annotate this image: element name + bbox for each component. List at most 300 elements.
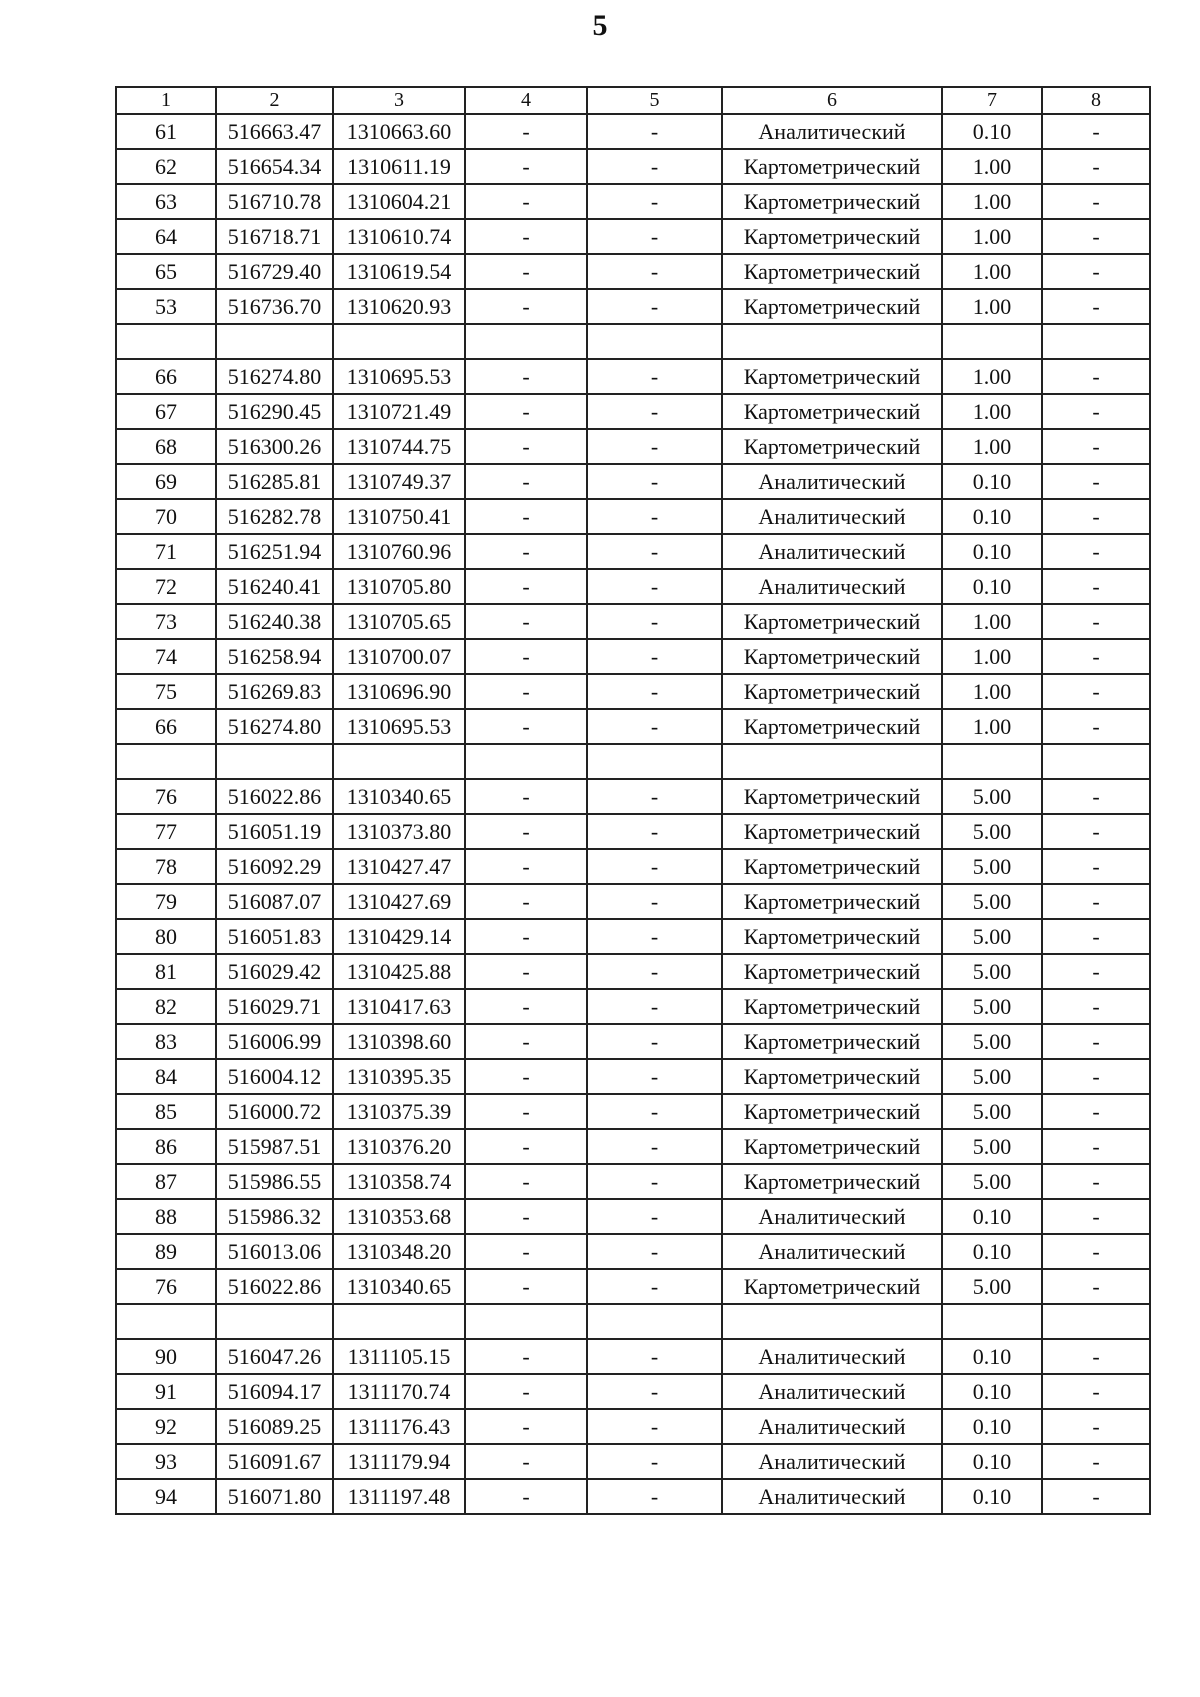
cell-col-4: - (465, 429, 587, 464)
cell-point-number: 85 (116, 1094, 216, 1129)
cell-coord-x: 516718.71 (216, 219, 333, 254)
cell-method: Картометрический (722, 184, 942, 219)
cell-coord-y: 1310425.88 (333, 954, 465, 989)
cell-accuracy: 5.00 (942, 954, 1042, 989)
cell-col-4: - (465, 254, 587, 289)
cell-accuracy: 5.00 (942, 989, 1042, 1024)
cell-coord-y: 1310373.80 (333, 814, 465, 849)
cell-accuracy: 1.00 (942, 359, 1042, 394)
cell-col-4: - (465, 569, 587, 604)
cell-coord-y: 1310721.49 (333, 394, 465, 429)
cell-accuracy: 0.10 (942, 534, 1042, 569)
cell-accuracy: 0.10 (942, 1479, 1042, 1514)
cell-col-8 (1042, 1304, 1150, 1339)
cell-accuracy: 5.00 (942, 1024, 1042, 1059)
table-row (116, 1444, 1150, 1479)
table-row (116, 324, 1150, 359)
cell-coord-y: 1310695.53 (333, 709, 465, 744)
cell-col-4 (465, 744, 587, 779)
cell-col-5: - (587, 1094, 722, 1129)
cell-col-4: - (465, 989, 587, 1024)
cell-col-8 (1042, 324, 1150, 359)
cell-accuracy (942, 1304, 1042, 1339)
cell-point-number: 80 (116, 919, 216, 954)
cell-accuracy (942, 744, 1042, 779)
cell-col-5: - (587, 359, 722, 394)
table-row (116, 674, 1150, 709)
cell-coord-x: 516258.94 (216, 639, 333, 674)
cell-col-5: - (587, 779, 722, 814)
header-cell-5: 5 (587, 87, 722, 114)
cell-col-5: - (587, 1024, 722, 1059)
cell-coord-x: 516663.47 (216, 114, 333, 149)
cell-method: Картометрический (722, 149, 942, 184)
header-cell-8: 8 (1042, 87, 1150, 114)
cell-col-4: - (465, 359, 587, 394)
cell-col-4: - (465, 1479, 587, 1514)
cell-col-4: - (465, 919, 587, 954)
cell-accuracy: 1.00 (942, 254, 1042, 289)
cell-col-5: - (587, 1269, 722, 1304)
table-row (116, 289, 1150, 324)
cell-coord-y: 1310705.80 (333, 569, 465, 604)
cell-method: Картометрический (722, 849, 942, 884)
cell-method: Аналитический (722, 1374, 942, 1409)
cell-coord-y: 1310611.19 (333, 149, 465, 184)
cell-accuracy (942, 324, 1042, 359)
cell-col-8: - (1042, 1164, 1150, 1199)
cell-accuracy: 5.00 (942, 1129, 1042, 1164)
cell-col-4: - (465, 639, 587, 674)
cell-col-5: - (587, 989, 722, 1024)
cell-col-4: - (465, 954, 587, 989)
cell-col-5 (587, 324, 722, 359)
cell-col-5: - (587, 1444, 722, 1479)
cell-method (722, 744, 942, 779)
table-row (116, 604, 1150, 639)
cell-col-4: - (465, 1339, 587, 1374)
cell-point-number: 76 (116, 779, 216, 814)
cell-coord-x: 516047.26 (216, 1339, 333, 1374)
table-row (116, 499, 1150, 534)
cell-accuracy: 5.00 (942, 814, 1042, 849)
cell-point-number: 83 (116, 1024, 216, 1059)
cell-method: Аналитический (722, 464, 942, 499)
cell-col-4: - (465, 674, 587, 709)
cell-method: Картометрический (722, 674, 942, 709)
cell-method: Аналитический (722, 569, 942, 604)
cell-coord-x: 516300.26 (216, 429, 333, 464)
cell-coord-y: 1310427.47 (333, 849, 465, 884)
header-cell-3: 3 (333, 87, 465, 114)
cell-coord-y: 1310744.75 (333, 429, 465, 464)
cell-col-5: - (587, 1199, 722, 1234)
cell-col-4: - (465, 1059, 587, 1094)
cell-coord-y: 1310700.07 (333, 639, 465, 674)
cell-coord-y: 1310417.63 (333, 989, 465, 1024)
cell-coord-x: 516092.29 (216, 849, 333, 884)
cell-col-8: - (1042, 499, 1150, 534)
cell-col-4: - (465, 1199, 587, 1234)
cell-point-number: 89 (116, 1234, 216, 1269)
cell-accuracy: 1.00 (942, 149, 1042, 184)
cell-coord-y: 1310340.65 (333, 779, 465, 814)
cell-coord-y: 1310705.65 (333, 604, 465, 639)
cell-coord-x: 516006.99 (216, 1024, 333, 1059)
table-row (116, 1374, 1150, 1409)
cell-col-4: - (465, 849, 587, 884)
cell-col-5: - (587, 1409, 722, 1444)
cell-accuracy: 1.00 (942, 219, 1042, 254)
cell-col-5: - (587, 954, 722, 989)
cell-method: Картометрический (722, 359, 942, 394)
cell-col-8: - (1042, 639, 1150, 674)
cell-point-number: 75 (116, 674, 216, 709)
cell-col-5: - (587, 429, 722, 464)
cell-accuracy: 5.00 (942, 1094, 1042, 1129)
cell-accuracy: 0.10 (942, 1199, 1042, 1234)
cell-point-number: 92 (116, 1409, 216, 1444)
cell-point-number (116, 1304, 216, 1339)
cell-accuracy: 5.00 (942, 849, 1042, 884)
cell-coord-x: 516004.12 (216, 1059, 333, 1094)
table-row (116, 1479, 1150, 1514)
cell-method: Картометрический (722, 884, 942, 919)
cell-point-number (116, 324, 216, 359)
cell-accuracy: 0.10 (942, 1444, 1042, 1479)
coordinates-table (115, 86, 1151, 1515)
cell-accuracy: 1.00 (942, 289, 1042, 324)
cell-accuracy: 5.00 (942, 779, 1042, 814)
cell-coord-x (216, 1304, 333, 1339)
cell-col-5 (587, 1304, 722, 1339)
cell-coord-y: 1310427.69 (333, 884, 465, 919)
cell-point-number (116, 744, 216, 779)
cell-accuracy: 1.00 (942, 639, 1042, 674)
cell-method (722, 324, 942, 359)
cell-col-8: - (1042, 1059, 1150, 1094)
cell-point-number: 81 (116, 954, 216, 989)
cell-coord-y: 1311176.43 (333, 1409, 465, 1444)
cell-method: Аналитический (722, 1339, 942, 1374)
cell-col-8: - (1042, 604, 1150, 639)
cell-col-4: - (465, 149, 587, 184)
cell-method: Картометрический (722, 709, 942, 744)
cell-accuracy: 0.10 (942, 1374, 1042, 1409)
header-cell-1: 1 (116, 87, 216, 114)
table-row (116, 569, 1150, 604)
cell-coord-y: 1310395.35 (333, 1059, 465, 1094)
cell-accuracy: 0.10 (942, 1339, 1042, 1374)
cell-col-4: - (465, 709, 587, 744)
cell-point-number: 76 (116, 1269, 216, 1304)
cell-point-number: 68 (116, 429, 216, 464)
cell-col-4: - (465, 534, 587, 569)
table-row (116, 919, 1150, 954)
cell-col-8: - (1042, 849, 1150, 884)
cell-method: Картометрический (722, 394, 942, 429)
table-row (116, 709, 1150, 744)
cell-point-number: 84 (116, 1059, 216, 1094)
cell-method: Картометрический (722, 779, 942, 814)
table-row (116, 1024, 1150, 1059)
cell-col-8: - (1042, 1409, 1150, 1444)
cell-point-number: 65 (116, 254, 216, 289)
cell-col-4: - (465, 114, 587, 149)
cell-method: Картометрический (722, 1059, 942, 1094)
cell-col-4: - (465, 219, 587, 254)
cell-method: Картометрический (722, 604, 942, 639)
cell-point-number: 90 (116, 1339, 216, 1374)
table-row (116, 989, 1150, 1024)
cell-point-number: 88 (116, 1199, 216, 1234)
cell-col-5: - (587, 289, 722, 324)
table-row (116, 429, 1150, 464)
cell-point-number: 62 (116, 149, 216, 184)
table-row (116, 1409, 1150, 1444)
cell-point-number: 61 (116, 114, 216, 149)
cell-point-number: 66 (116, 359, 216, 394)
cell-col-5: - (587, 814, 722, 849)
cell-coord-x: 516029.42 (216, 954, 333, 989)
cell-col-8: - (1042, 674, 1150, 709)
cell-method: Аналитический (722, 1479, 942, 1514)
cell-coord-y: 1310749.37 (333, 464, 465, 499)
cell-coord-y: 1310376.20 (333, 1129, 465, 1164)
cell-accuracy: 5.00 (942, 1164, 1042, 1199)
cell-col-4: - (465, 184, 587, 219)
cell-coord-x: 515986.55 (216, 1164, 333, 1199)
cell-col-8: - (1042, 1234, 1150, 1269)
header-row (116, 87, 1150, 114)
cell-coord-y: 1310620.93 (333, 289, 465, 324)
cell-col-5: - (587, 394, 722, 429)
cell-coord-x: 516013.06 (216, 1234, 333, 1269)
cell-col-4 (465, 324, 587, 359)
cell-coord-x: 516022.86 (216, 779, 333, 814)
cell-point-number: 94 (116, 1479, 216, 1514)
cell-col-5: - (587, 1129, 722, 1164)
cell-coord-y: 1310750.41 (333, 499, 465, 534)
cell-col-5: - (587, 1164, 722, 1199)
cell-col-8: - (1042, 184, 1150, 219)
cell-coord-x: 516710.78 (216, 184, 333, 219)
cell-col-8: - (1042, 429, 1150, 464)
cell-col-4: - (465, 779, 587, 814)
cell-coord-x: 516071.80 (216, 1479, 333, 1514)
cell-accuracy: 5.00 (942, 919, 1042, 954)
cell-coord-x: 516240.38 (216, 604, 333, 639)
cell-col-5: - (587, 114, 722, 149)
cell-coord-x: 516290.45 (216, 394, 333, 429)
table-row (116, 1339, 1150, 1374)
table-row (116, 1164, 1150, 1199)
cell-point-number: 64 (116, 219, 216, 254)
cell-point-number: 79 (116, 884, 216, 919)
cell-col-8: - (1042, 1269, 1150, 1304)
cell-col-4: - (465, 814, 587, 849)
table-row (116, 359, 1150, 394)
cell-point-number: 66 (116, 709, 216, 744)
cell-coord-x: 516000.72 (216, 1094, 333, 1129)
cell-col-8: - (1042, 464, 1150, 499)
cell-col-4 (465, 1304, 587, 1339)
cell-accuracy: 1.00 (942, 604, 1042, 639)
cell-point-number: 78 (116, 849, 216, 884)
cell-col-4: - (465, 1269, 587, 1304)
cell-point-number: 82 (116, 989, 216, 1024)
cell-coord-y: 1310696.90 (333, 674, 465, 709)
header-cell-4: 4 (465, 87, 587, 114)
table-row (116, 1199, 1150, 1234)
cell-coord-x: 516251.94 (216, 534, 333, 569)
cell-coord-y: 1311105.15 (333, 1339, 465, 1374)
table-row (116, 254, 1150, 289)
cell-col-4: - (465, 1164, 587, 1199)
cell-method: Картометрический (722, 989, 942, 1024)
cell-method (722, 1304, 942, 1339)
cell-method: Картометрический (722, 954, 942, 989)
cell-col-5: - (587, 919, 722, 954)
cell-col-4: - (465, 604, 587, 639)
cell-point-number: 74 (116, 639, 216, 674)
cell-col-8: - (1042, 1339, 1150, 1374)
cell-coord-x: 516087.07 (216, 884, 333, 919)
cell-method: Аналитический (722, 534, 942, 569)
cell-col-8: - (1042, 289, 1150, 324)
cell-coord-x: 516094.17 (216, 1374, 333, 1409)
table-row (116, 849, 1150, 884)
cell-col-8: - (1042, 989, 1150, 1024)
cell-method: Аналитический (722, 1444, 942, 1479)
cell-method: Картометрический (722, 289, 942, 324)
cell-coord-x: 515986.32 (216, 1199, 333, 1234)
cell-coord-x: 516729.40 (216, 254, 333, 289)
cell-col-4: - (465, 464, 587, 499)
cell-col-4: - (465, 1409, 587, 1444)
cell-col-8: - (1042, 569, 1150, 604)
cell-accuracy: 0.10 (942, 464, 1042, 499)
cell-col-5: - (587, 1374, 722, 1409)
cell-col-5: - (587, 1339, 722, 1374)
cell-coord-x: 516022.86 (216, 1269, 333, 1304)
header-cell-2: 2 (216, 87, 333, 114)
cell-method: Картометрический (722, 1024, 942, 1059)
table-row (116, 114, 1150, 149)
cell-col-8: - (1042, 954, 1150, 989)
cell-accuracy: 0.10 (942, 499, 1042, 534)
cell-col-4: - (465, 1444, 587, 1479)
cell-col-5: - (587, 1234, 722, 1269)
cell-col-5: - (587, 569, 722, 604)
cell-accuracy: 0.10 (942, 114, 1042, 149)
cell-coord-y: 1311170.74 (333, 1374, 465, 1409)
cell-coord-x: 516285.81 (216, 464, 333, 499)
header-cell-7: 7 (942, 87, 1042, 114)
cell-col-5: - (587, 1059, 722, 1094)
cell-coord-y: 1310695.53 (333, 359, 465, 394)
cell-point-number: 67 (116, 394, 216, 429)
cell-coord-y: 1310358.74 (333, 1164, 465, 1199)
cell-coord-x: 516240.41 (216, 569, 333, 604)
cell-coord-y: 1310619.54 (333, 254, 465, 289)
cell-method: Аналитический (722, 1234, 942, 1269)
table-row (116, 1304, 1150, 1339)
cell-col-8 (1042, 744, 1150, 779)
cell-col-5: - (587, 254, 722, 289)
cell-coord-x: 516051.83 (216, 919, 333, 954)
cell-method: Картометрический (722, 1269, 942, 1304)
cell-col-8: - (1042, 919, 1150, 954)
cell-coord-x: 516282.78 (216, 499, 333, 534)
cell-col-5 (587, 744, 722, 779)
cell-method: Аналитический (722, 1199, 942, 1234)
cell-col-5: - (587, 1479, 722, 1514)
cell-point-number: 91 (116, 1374, 216, 1409)
cell-coord-x: 516029.71 (216, 989, 333, 1024)
header-cell-6: 6 (722, 87, 942, 114)
cell-col-4: - (465, 1094, 587, 1129)
cell-method: Картометрический (722, 1094, 942, 1129)
cell-method: Картометрический (722, 219, 942, 254)
cell-col-8: - (1042, 149, 1150, 184)
cell-method: Картометрический (722, 814, 942, 849)
table-row (116, 394, 1150, 429)
cell-coord-x: 516274.80 (216, 359, 333, 394)
cell-coord-x: 516654.34 (216, 149, 333, 184)
cell-col-5: - (587, 709, 722, 744)
cell-col-4: - (465, 394, 587, 429)
cell-point-number: 73 (116, 604, 216, 639)
cell-accuracy: 1.00 (942, 184, 1042, 219)
cell-coord-y: 1310604.21 (333, 184, 465, 219)
cell-accuracy: 0.10 (942, 569, 1042, 604)
cell-coord-y: 1310398.60 (333, 1024, 465, 1059)
cell-accuracy: 1.00 (942, 674, 1042, 709)
cell-point-number: 70 (116, 499, 216, 534)
cell-coord-y (333, 324, 465, 359)
cell-col-5: - (587, 219, 722, 254)
cell-coord-x: 516269.83 (216, 674, 333, 709)
table-row (116, 779, 1150, 814)
cell-method: Аналитический (722, 1409, 942, 1444)
cell-method: Картометрический (722, 254, 942, 289)
cell-accuracy: 1.00 (942, 709, 1042, 744)
cell-method: Аналитический (722, 114, 942, 149)
cell-coord-x: 516274.80 (216, 709, 333, 744)
cell-col-5: - (587, 639, 722, 674)
cell-col-8: - (1042, 1199, 1150, 1234)
cell-col-8: - (1042, 779, 1150, 814)
cell-coord-x (216, 744, 333, 779)
table-row (116, 219, 1150, 254)
page-number: 5 (592, 9, 608, 42)
cell-point-number: 93 (116, 1444, 216, 1479)
table-row (116, 149, 1150, 184)
cell-coord-y (333, 1304, 465, 1339)
cell-col-5: - (587, 149, 722, 184)
cell-col-8: - (1042, 1129, 1150, 1164)
cell-col-8: - (1042, 814, 1150, 849)
cell-accuracy: 5.00 (942, 884, 1042, 919)
cell-col-8: - (1042, 254, 1150, 289)
cell-col-4: - (465, 289, 587, 324)
cell-col-8: - (1042, 534, 1150, 569)
cell-coord-y: 1311197.48 (333, 1479, 465, 1514)
cell-point-number: 86 (116, 1129, 216, 1164)
cell-point-number: 87 (116, 1164, 216, 1199)
cell-accuracy: 0.10 (942, 1234, 1042, 1269)
